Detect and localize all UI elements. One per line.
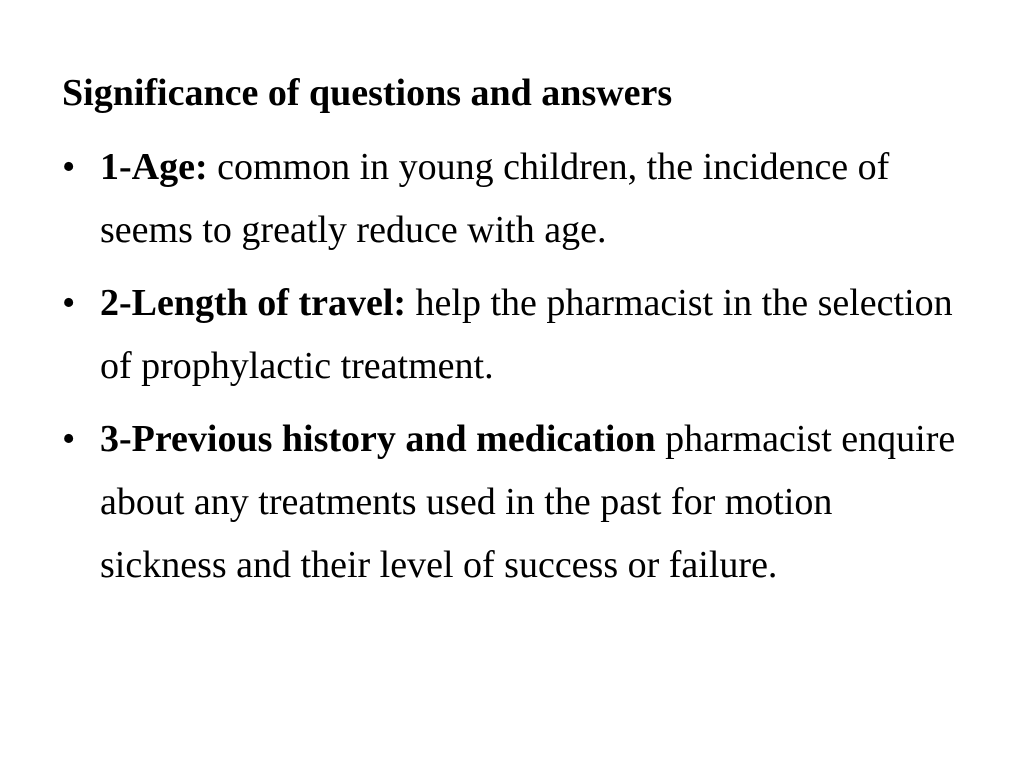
slide-title: Significance of questions and answers (62, 72, 673, 114)
bullet-marker: • (62, 418, 76, 460)
bullet-lead-text: 1-Age: (100, 146, 208, 188)
bullet-marker: • (62, 146, 76, 188)
bullet-lead-text: 3-Previous history and medication (100, 418, 656, 460)
bullet-item-previous-history (62, 408, 962, 597)
bullet-body-text: common in young children, the incidence of seems to greatly reduce with age. (100, 146, 890, 251)
bullet-item-length-of-travel (62, 272, 962, 398)
bullet-body-text: help the pharmacist in the selection of prophylactic treatment. (100, 282, 953, 387)
bullet-body-text: pharmacist enquire about any treatments used in the past for motion sickness and their level of success or failure. (100, 418, 956, 586)
bullet-lead-text: 2-Length of travel: (100, 282, 407, 324)
bullet-item-age (62, 136, 962, 262)
bullet-list (62, 136, 962, 607)
bullet-marker: • (62, 282, 76, 324)
